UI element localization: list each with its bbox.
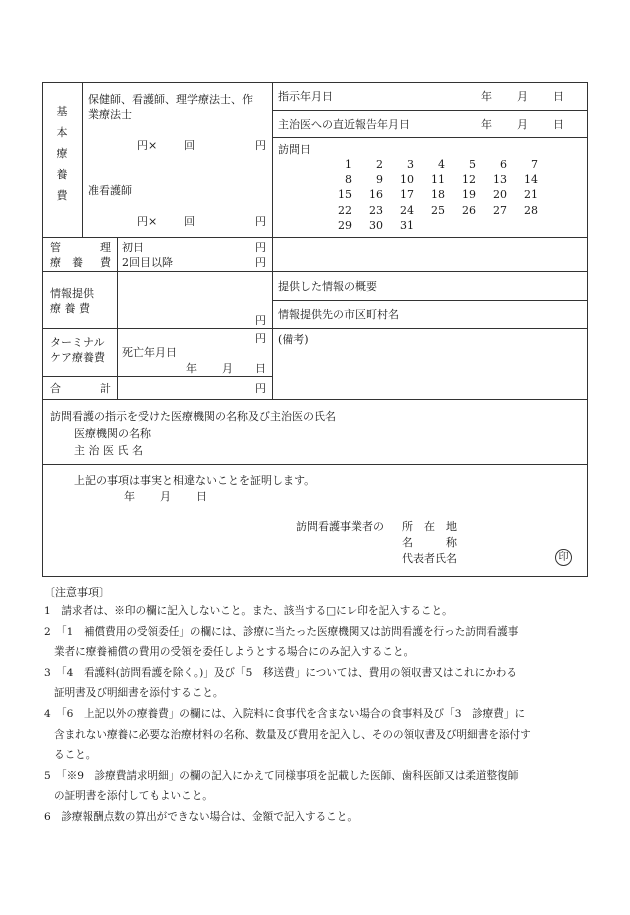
visit-day: 26 (462, 203, 476, 217)
cert-month: 月 (160, 490, 171, 503)
representative-label: 代表者氏名 (402, 552, 457, 565)
visit-day: 7 (531, 158, 538, 171)
death-date-label: 死亡年月日 (122, 346, 177, 359)
grid-line (272, 82, 273, 399)
provider-label: 訪問看護事業者の (296, 520, 384, 533)
note-line: 6 診療報酬点数の算出ができない場合は、金額で記入すること。 (44, 811, 358, 823)
management-first-day-yen: 円 (255, 241, 266, 254)
visit-day: 9 (376, 173, 383, 187)
note-line: 5 「※9 診療費請求明細」の欄の記入にかえて同様事項を記載した医師、歯科医師又は柔道整復師 (44, 769, 519, 782)
attending-physician-label: 主 治 医 氏 名 (74, 444, 143, 457)
cert-day: 日 (196, 490, 207, 503)
management-first-day: 初日 (122, 241, 144, 254)
note-line: 2 「1 補償費用の受領委任」の欄には、診療に当たった医療機関又は訪問看護を行った訪問看護事 (44, 625, 519, 638)
visit-day: 16 (369, 188, 383, 202)
seal-text: 印 (558, 552, 569, 563)
visit-day: 10 (400, 173, 414, 187)
visit-day: 27 (493, 203, 507, 217)
management-label-d: 費 (100, 256, 111, 269)
visit-day: 12 (462, 173, 476, 187)
provider-name-label: 名 称 (402, 536, 457, 549)
terminal-care-yen: 円 (255, 332, 266, 345)
info-summary-label: 提供した情報の概要 (278, 280, 377, 293)
visit-day: 13 (493, 173, 507, 187)
basic-fee-row1-line1: 保健師、看護師、理学療法士、作 (88, 93, 253, 106)
info-municipality-label: 情報提供先の市区町村名 (278, 308, 399, 321)
note-line: ること。 (54, 749, 97, 762)
total-yen: 円 (255, 382, 266, 395)
grid-line (42, 399, 588, 400)
report-day: 日 (553, 118, 564, 131)
visit-day: 4 (438, 158, 445, 171)
visit-day: 17 (400, 188, 414, 202)
visit-day: 5 (469, 158, 476, 171)
management-label-b: 理 (100, 241, 111, 254)
death-month: 月 (222, 362, 233, 375)
cert-year: 年 (124, 490, 135, 503)
grid-line (42, 376, 272, 377)
basic-fee-row2-kai: 回 (184, 215, 195, 228)
visit-day: 11 (431, 173, 445, 187)
note-line: の証明書を添付してもよいこと。 (54, 790, 213, 803)
basic-fee-row1-kai: 回 (184, 139, 195, 152)
grid-line (42, 271, 588, 272)
remarks-label: (備考) (278, 333, 309, 346)
basic-fee-row2-yen-x: 円× (137, 215, 158, 228)
grid-line (272, 110, 588, 111)
seal-mark (555, 549, 572, 566)
basic-fee-row1-yen: 円 (255, 139, 266, 152)
visit-day: 25 (431, 203, 445, 217)
institution-heading: 訪問看護の指示を受けた医療機関の名称及び主治医の氏名 (50, 410, 336, 423)
visit-day: 2 (376, 158, 383, 171)
terminal-care-label-2: ケア療養費 (50, 351, 105, 364)
institution-name-label: 医療機関の名称 (74, 427, 151, 440)
grid-line (272, 300, 588, 301)
visit-day: 24 (400, 203, 414, 217)
visit-day: 14 (524, 173, 538, 187)
basic-fee-row1-line2: 業療法士 (88, 108, 132, 121)
basic-fee-row1-yen-x: 円× (137, 139, 158, 152)
note-line: 業者に療養補償の費用の受領を委任しようとする場合にのみ記入すること。 (54, 646, 415, 659)
visit-day: 15 (338, 188, 352, 202)
grid-line (117, 237, 118, 399)
management-label-a: 管 (50, 241, 61, 254)
visit-day: 20 (493, 188, 507, 202)
visit-day: 23 (369, 203, 383, 217)
visit-day: 6 (500, 158, 507, 171)
note-line: 1 請求者は、※印の欄に記入しないこと。また、該当する□にレ印を記入すること。 (44, 605, 453, 617)
instruction-year: 年 (481, 90, 492, 103)
grid-line (42, 464, 588, 465)
management-second-day-yen: 円 (255, 256, 266, 269)
visit-day: 3 (407, 158, 414, 171)
visit-day: 19 (462, 188, 476, 202)
basic-fee-row2-yen: 円 (255, 215, 266, 228)
visit-day: 21 (524, 188, 538, 202)
total-label-a: 合 (50, 382, 61, 395)
note-line: 3 「4 看護料(訪問看護を除く。)」及び「5 移送費」については、費用の領収書又はこれにかわる (44, 666, 517, 679)
visit-day: 28 (524, 203, 538, 217)
basic-fee-row2-label: 准看護師 (88, 184, 132, 197)
basic-fee-heading: 基本療養費 (56, 105, 68, 202)
management-second-day: 2回目以降 (122, 256, 173, 269)
visit-day: 31 (400, 218, 414, 232)
info-fee-label-1: 情報提供 (50, 287, 94, 300)
visit-day: 29 (338, 218, 352, 232)
instruction-month: 月 (517, 90, 528, 103)
info-fee-yen: 円 (255, 314, 266, 327)
visit-day: 18 (431, 188, 445, 202)
report-month: 月 (517, 118, 528, 131)
grid-line (42, 328, 588, 329)
certification-statement: 上記の事項は事実と相違ないことを証明します。 (74, 474, 316, 487)
report-year: 年 (481, 118, 492, 131)
grid-line (42, 237, 588, 238)
instruction-day: 日 (553, 90, 564, 103)
visit-day: 1 (345, 158, 352, 171)
notes-heading: 〔注意事項〕 (44, 586, 110, 599)
visit-days-label: 訪問日 (278, 143, 311, 156)
terminal-care-label-1: ターミナル (50, 336, 105, 349)
visit-day: 8 (345, 173, 352, 187)
instruction-date-label: 指示年月日 (278, 90, 333, 103)
info-fee-label-2: 療 養 費 (50, 302, 90, 315)
provider-address-label: 所 在 地 (402, 520, 457, 533)
grid-line (82, 82, 83, 237)
note-line: 4 「6 上記以外の療養費」の欄には、入院料に食事代を含まない場合の食事料及び「3 診療費」に (44, 708, 526, 720)
death-year: 年 (186, 362, 197, 375)
death-day: 日 (255, 362, 266, 375)
note-line: 含まれない療養に必要な治療材料の名称、数量及び費用を記入し、そのの領収書及び明細書を添付す (54, 728, 531, 741)
visit-day: 30 (369, 218, 383, 232)
report-date-label: 主治医への直近報告年月日 (278, 118, 410, 131)
grid-line (272, 137, 588, 138)
note-line: 証明書及び明細書を添付すること。 (54, 687, 224, 700)
visit-day: 22 (338, 203, 352, 217)
total-label-b: 計 (100, 382, 111, 395)
management-label-c: 療 養 (50, 256, 83, 269)
